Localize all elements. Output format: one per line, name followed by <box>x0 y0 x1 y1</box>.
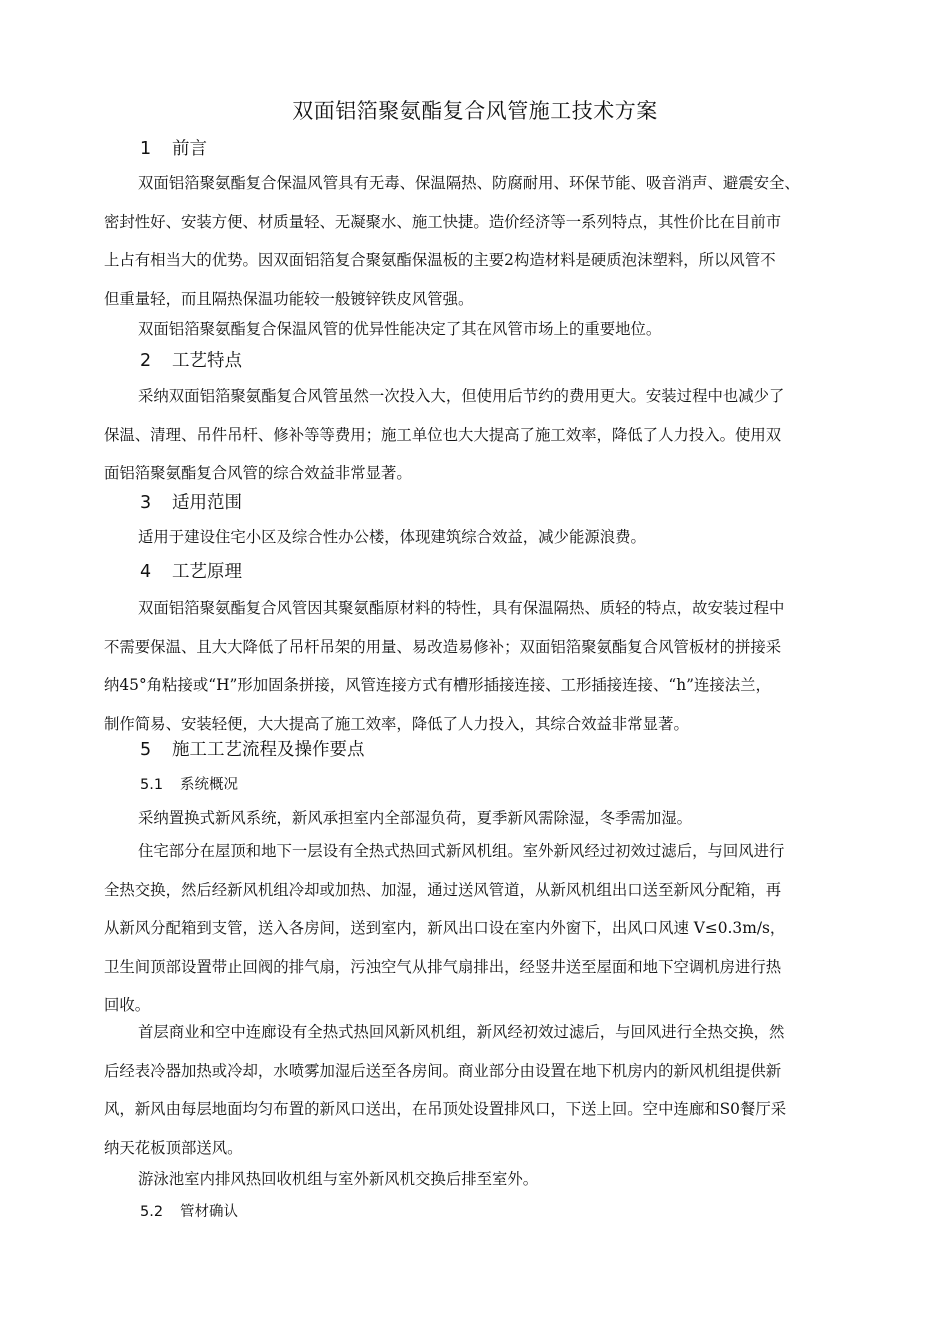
text-line: 双面铝箔聚氨酯复合保温风管具有无毒、保温隔热、防腐耐用、环保节能、吸音消声、避震安全、 <box>138 174 800 192</box>
section-title: 施工工艺流程及操作要点 <box>172 740 365 760</box>
paragraph <box>104 1160 856 1199</box>
section-heading-2 <box>140 346 242 376</box>
text-line: 双面铝箔聚氨酯复合风管因其聚氨酯原材料的特性，具有保温隔热、质轻的特点，故安装过程中 <box>138 599 785 617</box>
subsection-title: 管材确认 <box>180 1204 238 1220</box>
paragraph <box>104 164 856 318</box>
text-line: 游泳池室内排风热回收机组与室外新风机交换后排至室外。 <box>138 1170 539 1188</box>
text-line: 从新风分配箱到支管，送入各房间，送到室内，新风出口设在室内外窗下，出风口风速 V≤0.3m/s， <box>104 919 786 937</box>
section-number: 2 <box>140 351 152 371</box>
section-heading-3 <box>140 488 242 518</box>
text-line: 全热交换，然后经新风机组冷却或加热、加湿，通过送风管道，从新风机组出口送至新风分配箱，再 <box>104 880 782 899</box>
section-number: 1 <box>140 139 152 159</box>
text-line: 密封性好、安装方便、材质量轻、无凝聚水、施工快捷。造价经济等一系列特点，其性价比在目前市 <box>104 212 782 231</box>
text-line: 适用于建设住宅小区及综合性办公楼，体现建筑综合效益，减少能源浪费。 <box>138 528 646 546</box>
paragraph <box>104 832 856 1025</box>
subsection-heading-5-1 <box>140 771 238 799</box>
section-title: 前言 <box>172 139 207 159</box>
text-line: 双面铝箔聚氨酯复合保温风管的优异性能决定了其在风管市场上的重要地位。 <box>138 320 662 338</box>
text-line: 纳45°角粘接或“H”形加固条拼接，风管连接方式有槽形插接连接、工形插接连接、“h”连接法兰， <box>104 676 771 694</box>
document-title: 双面铝箔聚氨酯复合风管施工技术方案 <box>292 99 658 123</box>
text-line: 卫生间顶部设置带止回阀的排气扇，污浊空气从排气扇排出，经竖井送至屋面和地下空调机房进行热 <box>104 957 782 976</box>
section-title: 适用范围 <box>172 493 242 513</box>
section-heading-4 <box>140 557 242 587</box>
text-line: 回收。 <box>104 996 151 1014</box>
section-heading-1 <box>140 134 207 164</box>
section-number: 5 <box>140 740 152 760</box>
text-line: 制作简易、安装轻便，大大提高了施工效率，降低了人力投入，其综合效益非常显著。 <box>104 714 689 733</box>
text-line: 首层商业和空中连廊设有全热式热回风新风机组，新风经初效过滤后，与回风进行全热交换，然 <box>138 1023 785 1041</box>
subsection-heading-5-2 <box>140 1198 238 1226</box>
text-line: 住宅部分在屋顶和地下一层设有全热式热回式新风机组。室外新风经过初效过滤后，与回风进行 <box>138 842 785 860</box>
text-line: 保温、清理、吊件吊杆、修补等等费用；施工单位也大大提高了施工效率，降低了人力投入。使用双 <box>104 425 782 444</box>
paragraph <box>104 589 856 743</box>
section-title: 工艺原理 <box>172 562 242 582</box>
section-heading-5 <box>140 735 365 765</box>
text-line: 但重量轻，而且隔热保温功能较一般镀锌铁皮风管强。 <box>104 289 474 308</box>
section-title: 工艺特点 <box>172 351 242 371</box>
text-line: 采纳置换式新风系统，新风承担室内全部湿负荷，夏季新风需除湿，冬季需加湿。 <box>138 809 693 827</box>
subsection-number: 5.2 <box>140 1204 164 1220</box>
text-line: 后经表冷器加热或冷却，水喷雾加湿后送至各房间。商业部分由设置在地下机房内的新风机组提供新 <box>104 1061 782 1080</box>
text-line: 纳天花板顶部送风。 <box>104 1138 243 1157</box>
text-line: 风，新风由每层地面均匀布置的新风口送出，在吊顶处设置排风口，下送上回。空中连廊和S0餐厅采 <box>104 1100 787 1118</box>
section-number: 3 <box>140 493 152 513</box>
paragraph <box>104 518 856 557</box>
subsection-title: 系统概况 <box>180 777 238 793</box>
text-line: 不需要保温、且大大降低了吊杆吊架的用量、易改造易修补；双面铝箔聚氨酯复合风管板材的拼接采 <box>104 637 782 656</box>
paragraph <box>104 310 856 349</box>
text-line: 上占有相当大的优势。因双面铝箔复合聚氨酯保温板的主要2构造材料是硬质泡沫塑料，所以风管不 <box>104 251 776 269</box>
text-line: 采纳双面铝箔聚氨酯复合风管虽然一次投入大，但使用后节约的费用更大。安装过程中也减少了 <box>138 387 785 405</box>
section-number: 4 <box>140 562 152 582</box>
paragraph <box>104 377 856 493</box>
paragraph <box>104 1013 856 1167</box>
subsection-number: 5.1 <box>140 777 164 793</box>
text-line: 面铝箔聚氨酯复合风管的综合效益非常显著。 <box>104 464 412 482</box>
